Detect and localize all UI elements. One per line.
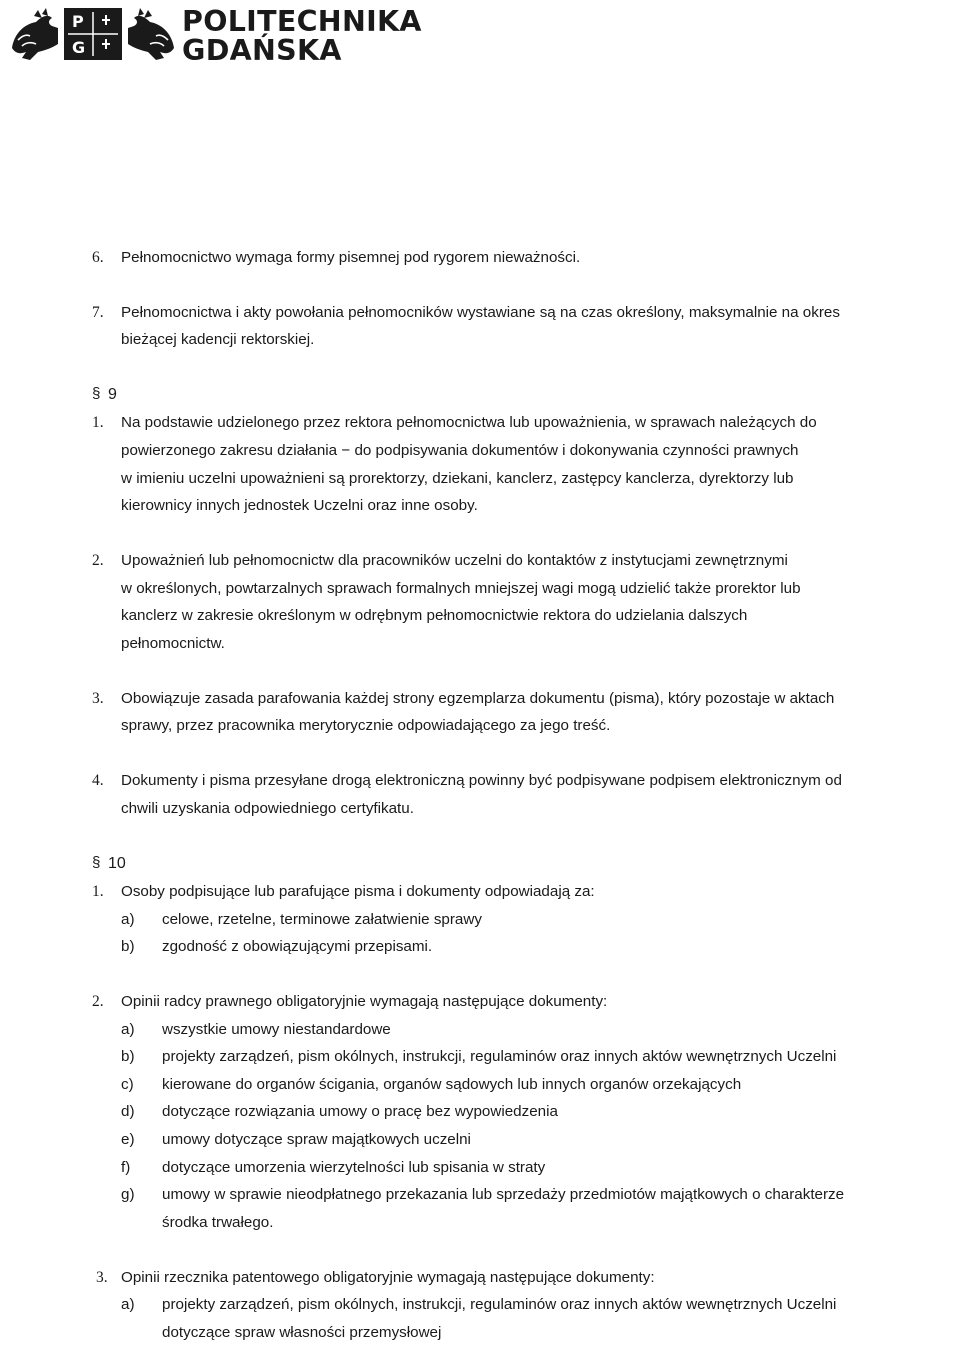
list-letter: b)	[121, 938, 135, 955]
paragraph-text: Obowiązuje zasada parafowania każdej strony egzemplarza dokumentu (pisma), który pozostaje w aktach	[121, 690, 835, 707]
list-number: 3.	[92, 690, 104, 707]
list-letter: a)	[121, 1296, 135, 1313]
section-sign: §	[92, 854, 101, 871]
paragraph-text: Opinii rzecznika patentowego obligatoryjnie wymagają następujące dokumenty:	[121, 1269, 655, 1286]
list-item-text: kierowane do organów ścigania, organów sądowych lub innych organów orzekających	[162, 1076, 742, 1093]
university-logo	[8, 4, 428, 68]
list-letter: e)	[121, 1131, 135, 1148]
paragraph-text: pełnomocnictw.	[121, 635, 225, 652]
list-number: 3.	[96, 1269, 108, 1286]
list-number: 6.	[92, 249, 104, 266]
list-number: 4.	[92, 772, 104, 789]
list-item-text: środka trwałego.	[162, 1214, 274, 1231]
list-number: 2.	[92, 552, 104, 569]
paragraph-text: w określonych, powtarzalnych sprawach formalnych mniejszej wagi mogą udzielić także prorektor lub	[121, 580, 801, 597]
list-letter: f)	[121, 1159, 131, 1176]
paragraph-text: Upoważnień lub pełnomocnictw dla pracowników uczelni do kontaktów z instytucjami zewnętrznymi	[121, 552, 788, 569]
paragraph-text: Osoby podpisujące lub parafujące pisma i dokumenty odpowiadają za:	[121, 883, 595, 900]
list-item-text: zgodność z obowiązującymi przepisami.	[162, 938, 433, 955]
list-letter: a)	[121, 911, 135, 928]
paragraph-text: bieżącej kadencji rektorskiej.	[121, 331, 315, 348]
list-item-text: wszystkie umowy niestandardowe	[162, 1021, 391, 1038]
list-item-text: dotyczące rozwiązania umowy o pracę bez wypowiedzenia	[162, 1103, 558, 1120]
crest-letter-g: G	[72, 38, 86, 57]
list-item-text: dotyczące spraw własności przemysłowej	[162, 1324, 442, 1341]
section-number: 10	[108, 855, 126, 872]
list-item-text: projekty zarządzeń, pism okólnych, instrukcji, regulaminów oraz innych aktów wewnętrznych Uczelni	[162, 1048, 837, 1065]
list-letter: g)	[121, 1186, 135, 1203]
list-number: 1.	[92, 883, 104, 900]
list-number: 1.	[92, 414, 104, 431]
paragraph-text: chwili uzyskania odpowiedniego certyfikatu.	[121, 800, 414, 817]
paragraph-text: Opinii radcy prawnego obligatoryjnie wymagają następujące dokumenty:	[121, 993, 608, 1010]
paragraph-text: kierownicy innych jednostek Uczelni oraz inne osoby.	[121, 497, 478, 514]
list-letter: c)	[121, 1076, 134, 1093]
paragraph-text: Dokumenty i pisma przesyłane drogą elektroniczną powinny być podpisywane podpisem elektronicznym od	[121, 772, 842, 789]
paragraph-text: kanclerz w zakresie określonym w odrębnym pełnomocnictwie rektora do udzielania dalszych	[121, 607, 748, 624]
org-name-line2: GDAŃSKA	[182, 34, 342, 67]
crest-icon	[8, 4, 178, 68]
list-number: 2.	[92, 993, 104, 1010]
list-item-text: umowy w sprawie nieodpłatnego przekazania lub sprzedaży przedmiotów majątkowych o charakterze	[162, 1186, 845, 1203]
section-number: 9	[108, 386, 117, 403]
paragraph-text: powierzonego zakresu działania − do podpisywania dokumentów i dokonywania czynności prawnych	[121, 442, 799, 459]
paragraph-text: Na podstawie udzielonego przez rektora pełnomocnictwa lub upoważnienia, w sprawach należących do	[121, 414, 817, 431]
list-number: 7.	[92, 304, 104, 321]
org-name	[182, 7, 422, 65]
paragraph-text: Pełnomocnictwo wymaga formy pisemnej pod rygorem nieważności.	[121, 249, 581, 266]
org-name-line1: POLITECHNIKA	[182, 5, 422, 38]
section-sign: §	[92, 385, 101, 402]
list-item-text: projekty zarządzeń, pism okólnych, instrukcji, regulaminów oraz innych aktów wewnętrznych Uczelni	[162, 1296, 837, 1313]
list-item-text: umowy dotyczące spraw majątkowych uczelni	[162, 1131, 471, 1148]
paragraph-text: w imieniu uczelni upoważnieni są prorektorzy, dziekani, kanclerz, zastępcy kanclerza, dyrektorzy lub	[121, 470, 794, 487]
list-letter: d)	[121, 1103, 135, 1120]
list-item-text: dotyczące umorzenia wierzytelności lub spisania w straty	[162, 1159, 546, 1176]
list-letter: b)	[121, 1048, 135, 1065]
list-letter: a)	[121, 1021, 135, 1038]
paragraph-text: Pełnomocnictwa i akty powołania pełnomocników wystawiane są na czas określony, maksymalnie na okres	[121, 304, 840, 321]
crest-letter-p: P	[72, 12, 84, 31]
list-item-text: celowe, rzetelne, terminowe załatwienie sprawy	[162, 911, 482, 928]
paragraph-text: sprawy, przez pracownika merytorycznie odpowiadającego za jego treść.	[121, 717, 611, 734]
